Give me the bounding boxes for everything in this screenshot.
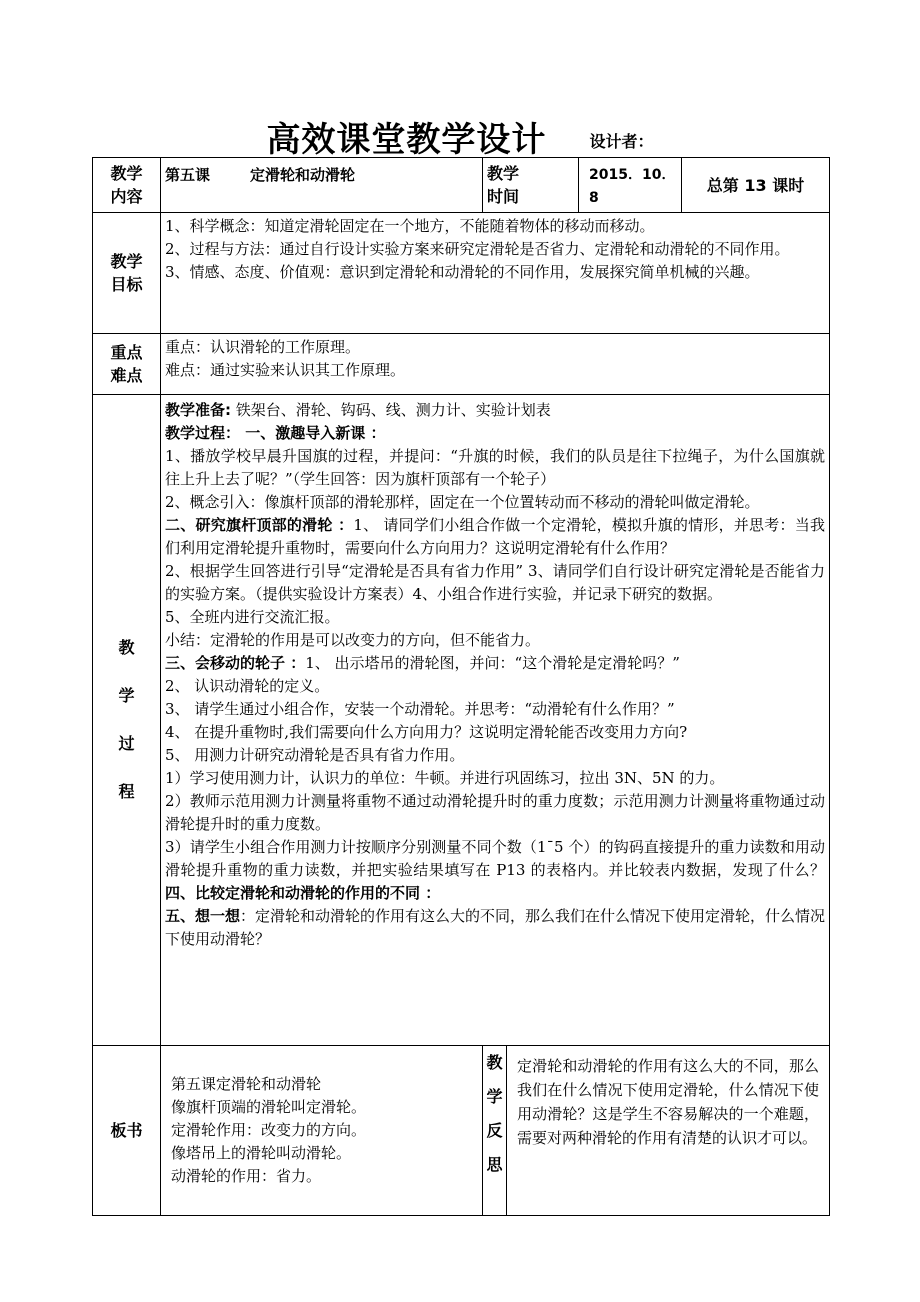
process-paragraph: 5、全班内进行交流汇报。: [165, 608, 340, 626]
goals-label-cell: [93, 213, 161, 334]
process-label-char: 教: [118, 638, 135, 657]
board-line: 第五课定滑轮和动滑轮: [171, 1075, 322, 1093]
keypoints-row: [93, 334, 830, 395]
goals-label-line2: 目标: [110, 275, 143, 294]
time-label-cell: [483, 158, 579, 213]
page-header: [0, 112, 920, 161]
lesson-period: 总第 13 课时: [682, 158, 830, 213]
designer-label: 设计者：: [589, 132, 654, 151]
time-label-line2: 时间: [487, 187, 520, 206]
process-paragraph: 2、根据学生回答进行引导“定滑轮是否具有省力作用” 3、请同学们自行设计研究定滑轮是否能省力的实验方案。（提供实验设计方案表）4、小组合作进行实验，并记录下研究的数据。: [165, 562, 826, 603]
process-label-char: 学: [118, 686, 135, 705]
reflection-label-char: 反: [486, 1121, 503, 1140]
process-paragraph: 小结：定滑轮的作用是可以改变力的方向，但不能省力。: [165, 631, 541, 649]
board-line: 定滑轮作用：改变力的方向。: [171, 1121, 367, 1139]
process-paragraph: 2、 认识动滑轮的定义。: [165, 677, 330, 695]
lesson-plan-table: [92, 157, 830, 1216]
process-heading: 教学过程： 一、激趣导入新课 ：: [165, 424, 386, 442]
lesson-date: 2015．10．8: [579, 158, 682, 213]
section-five-heading: 五、想一想: [165, 907, 241, 925]
lesson-number: 第五课: [165, 166, 211, 184]
process-row: [93, 395, 830, 1046]
section-three-text: 1、 出示塔吊的滑轮图，并问：“这个滑轮是定滑轮吗？”: [305, 654, 680, 672]
board-content: [161, 1046, 483, 1216]
content-label-line1: 教学: [110, 164, 143, 183]
process-content: [161, 395, 830, 1046]
process-paragraph: 2、概念引入：像旗杆顶部的滑轮那样，固定在一个位置转动而不移动的滑轮叫做定滑轮。: [165, 493, 760, 511]
lesson-info-row: [93, 158, 830, 213]
page-title: 高效课堂教学设计: [266, 120, 547, 160]
keypoints-label-line2: 难点: [110, 366, 143, 385]
process-label-cell: [93, 395, 161, 1046]
process-paragraph: 5、 用测力计研究动滑轮是否具有省力作用。: [165, 746, 465, 764]
board-line: 像塔吊上的滑轮叫动滑轮。: [171, 1144, 352, 1162]
process-paragraph: 2）教师示范用测力计测量将重物不通过动滑轮提升时的重力度数；示范用测力计测量将重物通过动滑轮提升时的重力度数。: [165, 792, 826, 833]
prep-label: 教学准备:: [165, 401, 231, 419]
prep-text: 铁架台、滑轮、钩码、线、测力计、实验计划表: [231, 401, 551, 419]
reflection-content: 定滑轮和动滑轮的作用有这么大的不同，那么我们在什么情况下使用定滑轮，什么情况下使用动滑轮？这是学生不容易解决的一个难题，需要对两种滑轮的作用有清楚的认识才可以。: [507, 1046, 830, 1216]
section-three-heading: 三、会移动的轮子 ：: [165, 654, 306, 672]
keypoints-label-line1: 重点: [110, 343, 143, 362]
reflection-label-char: 学: [486, 1087, 503, 1106]
lesson-title-cell: [161, 158, 483, 213]
reflection-label-char: 思: [486, 1155, 503, 1174]
board-row: [93, 1046, 830, 1216]
time-label-line1: 教学: [487, 164, 520, 183]
section-five-text: ：定滑轮和动滑轮的作用有这么大的不同，那么我们在什么情况下使用定滑轮，什么情况下使用动滑轮？: [165, 907, 826, 948]
reflection-label-char: 教: [486, 1053, 503, 1072]
goals-row: [93, 213, 830, 334]
goals-content: [161, 213, 830, 334]
process-label-char: 过: [118, 734, 135, 753]
process-paragraph: 3、 请学生通过小组合作，安装一个动滑轮。并思考：“动滑轮有什么作用？”: [165, 700, 675, 718]
process-paragraph: 1）学习使用测力计，认识力的单位：牛顿。并进行巩固练习，拉出 3N、5N 的力。: [165, 769, 725, 787]
process-paragraph: 4、 在提升重物时,我们需要向什么方向用力？这说明定滑轮能否改变用力方向?: [165, 723, 688, 741]
key-point: 重点：认识滑轮的工作原理。: [165, 338, 361, 356]
keypoints-label-cell: [93, 334, 161, 395]
goal-item: 3、情感、态度、价值观：意识到定滑轮和动滑轮的不同作用，发展探究简单机械的兴趣。: [165, 263, 760, 281]
section-four-heading: 四、比较定滑轮和动滑轮的作用的不同 ：: [165, 884, 441, 902]
section-two-text: 1、 请同学们小组合作做一个定滑轮，模拟升旗的情形，并思考：当我们利用定滑轮提升重物时，需要向什么方向用力？这说明定滑轮有什么作用？: [165, 516, 825, 557]
process-label-char: 程: [118, 782, 135, 801]
content-label-cell: [93, 158, 161, 213]
goals-label-line1: 教学: [110, 252, 143, 271]
board-line: 像旗杆顶端的滑轮叫定滑轮。: [171, 1098, 367, 1116]
board-line: 动滑轮的作用：省力。: [171, 1167, 322, 1185]
process-paragraph: 3）请学生小组合作用测力计按顺序分别测量不同个数（1¯5 个）的钩码直接提升的重力读数和用动滑轮提升重物的重力读数，并把实验结果填写在 P13 的表格内。并比较表内数据，发现了什么？: [165, 838, 826, 879]
section-two-heading: 二、研究旗杆顶部的滑轮 ：: [165, 516, 354, 534]
reflection-label-cell: [483, 1046, 507, 1216]
keypoints-content: [161, 334, 830, 395]
goal-item: 1、科学概念：知道定滑轮固定在一个地方，不能随着物体的移动而移动。: [165, 217, 655, 235]
goal-item: 2、过程与方法：通过自行设计实验方案来研究定滑轮是否省力、定滑轮和动滑轮的不同作用。: [165, 240, 790, 258]
board-label: 板书: [93, 1046, 161, 1216]
lesson-title: 定滑轮和动滑轮: [250, 166, 356, 184]
content-label-line2: 内容: [110, 187, 143, 206]
process-paragraph: 1、播放学校早晨升国旗的过程，并提问：“升旗的时候，我们的队员是往下拉绳子，为什么国旗就往上升上去了呢？”（学生回答：因为旗杆顶部有一个轮子）: [165, 447, 826, 488]
difficult-point: 难点：通过实验来认识其工作原理。: [165, 361, 406, 379]
